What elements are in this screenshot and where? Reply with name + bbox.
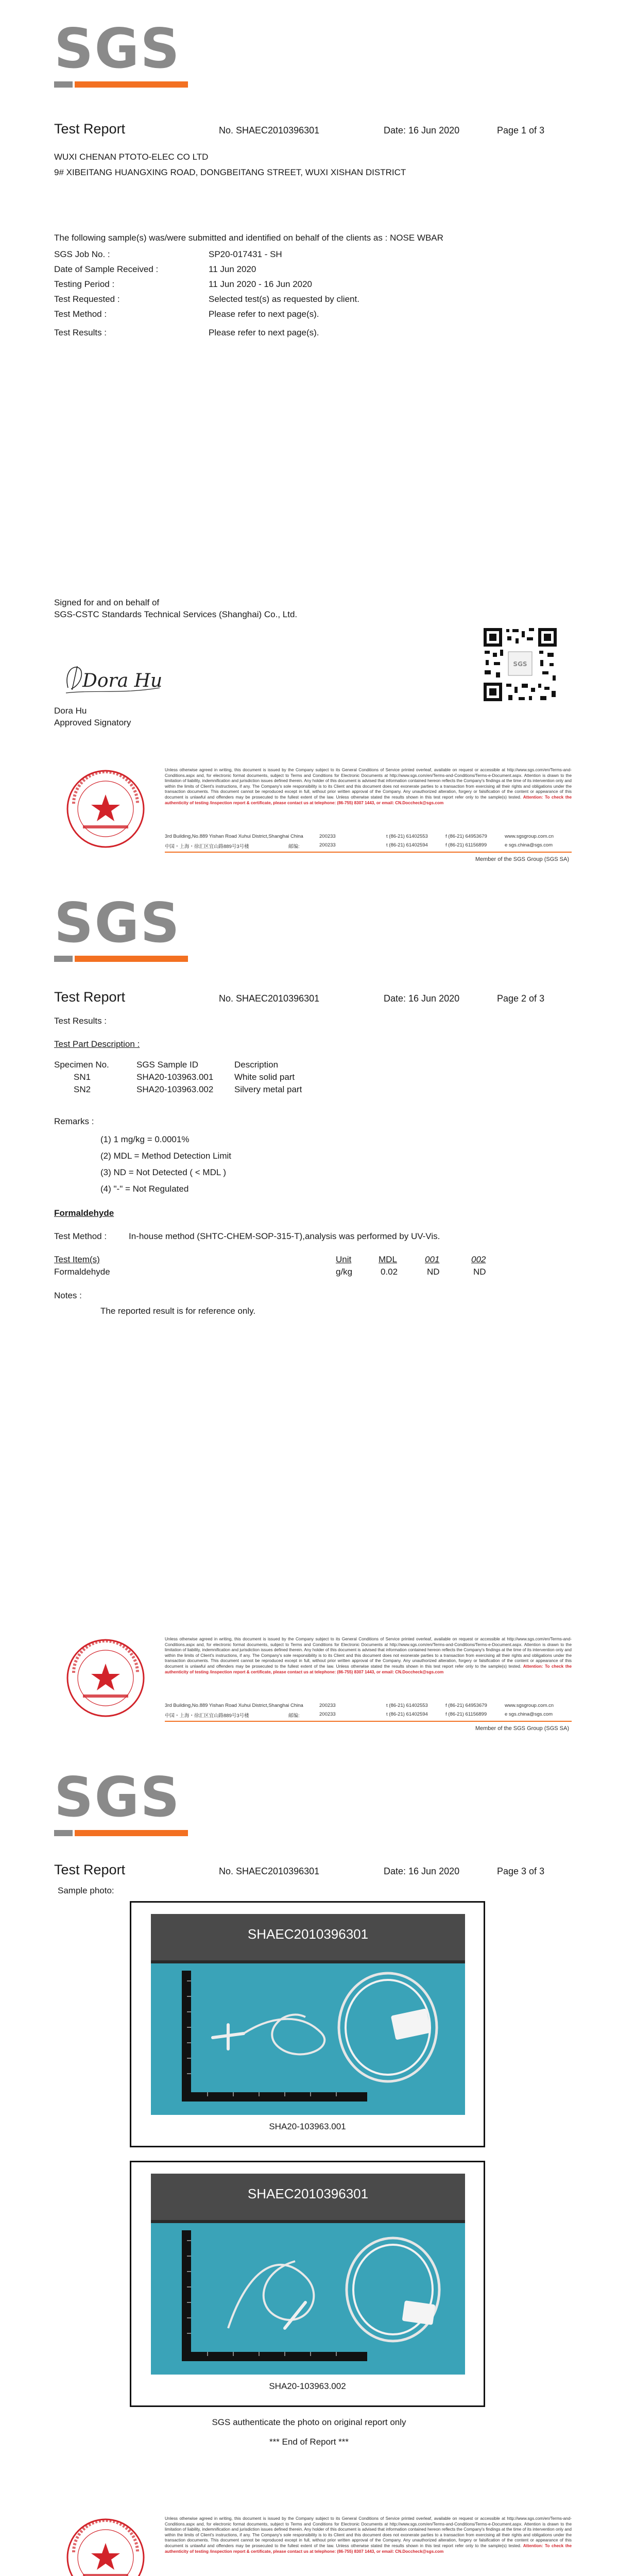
report-title: Test Report [54,989,126,1005]
signing-company: SGS-CSTC Standards Technical Services (Shanghai) Co., Ltd. [54,609,298,619]
address-tel: t (86-21) 61402553 [386,834,428,839]
sample-photo-2 [151,2174,465,2375]
page-footer [54,2516,572,2576]
address-line: 3rd Building,No.889 Yishan Road Xuhui District,Shanghai China [165,834,303,839]
field-label: Testing Period : [54,279,115,289]
address-web: www.sgsgroup.com.cn [505,1703,554,1708]
result-unit: g/kg [336,1267,353,1277]
sgs-membership: Member of the SGS Group (SGS SA) [475,856,569,862]
sample-photo-1 [151,1914,465,2115]
address-fax-cn: f (86-21) 61156899 [445,1711,487,1717]
sgs-logo [54,891,188,962]
sample-photo-label: Sample photo: [58,1886,114,1895]
specimen-table [54,1059,302,1096]
address-zip-cn: 200233 [319,842,336,848]
test-part-description-title: Test Part Description : [54,1039,140,1049]
address-tel-cn: t (86-21) 61402594 [386,842,428,848]
legal-disclaimer [165,768,572,806]
photo-label-text: SHAEC2010396301 [247,2186,369,2201]
field-value: Please refer to next page(s). [209,309,319,319]
field-value: Selected test(s) as requested by client. [209,294,359,304]
photo-label-text: SHAEC2010396301 [247,1926,369,1942]
report-date: Date: 16 Jun 2020 [384,993,460,1004]
signature-image [62,657,175,698]
result-001: ND [427,1267,440,1277]
remark-item: (1) 1 mg/kg = 0.0001% [100,1134,190,1144]
report-date: Date: 16 Jun 2020 [384,125,460,135]
qr-center-logo: SGS [513,660,527,668]
legal-text: Unless otherwise agreed in writing, this document is issued by the Company subject to its General Conditions of Service printed overleaf, available on request or accessible at http://www.sgs.com/en/Terms-and-Conditions.aspx and, for electronic format documents, subject to Terms and Conditions for Electronic Documents at http://www.sgs.com/en/Terms-and-Conditions/Terms-e-Document.aspx. Attention is drawn to the limitation of liability, indemnification and jurisdiction issues defined therein. Any holder of this document is advised that information contained hereon reflects the Company's findings at the time of its intervention only and within the limits of Client's instructions, if any. The Company's sole responsibility is to its Client and this document does not exonerate parties to a transaction from exercising all their rights and obligations under the transaction documents. This document cannot be reproduced except in full, without prior written approval of the Company. Any unauthorized alteration, forgery or falsification of the content or appearance of this document is unlawful and offenders may be prosecuted to the fullest extent of the law. Unless otherwise stated the results shown in this test report refer only to the sample(s) tested. [165,768,572,800]
authenticity-notice: Attention: To check the authenticity of testing /inspection report & certificate, please contact us at telephone: (86-755) 8307 1443, or email: CN.Doccheck@sgs.com [165,1664,572,1674]
sgs-logo [54,1766,188,1836]
sample-photo-frame-1 [130,1901,485,2147]
address-tel: t (86-21) 61402553 [386,1703,428,1708]
company-seal [64,768,147,850]
result-item-name: Formaldehyde [54,1267,110,1277]
address-email-cn: e sgs.china@sgs.com [505,1711,553,1717]
address-post-label: 邮编: [288,1713,300,1719]
report-header [54,1862,569,1883]
field-label: Date of Sample Received : [54,264,159,274]
result-002: ND [473,1267,486,1277]
authenticity-notice: Attention: To check the authenticity of testing /inspection report & certificate, please contact us at telephone: (86-755) 8307 1443, or email: CN.Doccheck@sgs.com [165,794,572,805]
col-header-unit: Unit [336,1255,352,1264]
intro-statement: The following sample(s) was/were submitted and identified on behalf of the clients as : NOSE WBAR [54,233,443,243]
address-zip: 200233 [319,834,336,839]
address-fax: f (86-21) 64953679 [445,1703,487,1708]
report-number: No. SHAEC2010396301 [219,1866,320,1876]
address-email-cn: e sgs.china@sgs.com [505,842,553,848]
photo-caption-1: SHA20-103963.001 [269,2122,346,2131]
authenticity-notice: Attention: To check the authenticity of testing /inspection report & certificate, please contact us at telephone: (86-755) 8307 1443, or email: CN.Doccheck@sgs.com [165,2543,572,2554]
sgs-membership: Member of the SGS Group (SGS SA) [475,1725,569,1732]
report-header [54,989,569,1010]
address-line: 3rd Building,No.889 Yishan Road Xuhui District,Shanghai China [165,1703,303,1708]
report-date: Date: 16 Jun 2020 [384,1866,460,1876]
legal-disclaimer [165,2516,572,2554]
specimen-no: SN2 [74,1084,91,1094]
field-label: SGS Job No. : [54,249,110,259]
report-number: No. SHAEC2010396301 [219,125,320,135]
legal-disclaimer [165,1637,572,1675]
page-footer [54,768,572,866]
address-post-label: 邮编: [288,844,300,850]
qr-code [482,626,559,703]
report-header [54,121,569,142]
report-title: Test Report [54,1862,126,1877]
remark-item: (4) "-" = Not Regulated [100,1184,189,1194]
col-header-sample-002: 002 [471,1255,486,1264]
address-line-cn: 中国・上海・徐汇区宜山路889号3号楼 [165,1713,249,1719]
description: White solid part [234,1072,295,1082]
footer-rule [165,1721,572,1722]
client-address: 9# XIBEITANG HUANGXING ROAD, DONGBEITANG STREET, WUXI XISHAN DISTRICT [54,167,406,177]
logo-bar-orange [75,1830,188,1836]
photo-caption-2: SHA20-103963.002 [269,2381,346,2391]
col-header-sample-001: 001 [425,1255,440,1264]
remark-item: (3) ND = Not Detected ( < MDL ) [100,1167,227,1177]
remarks-label: Remarks : [54,1116,94,1126]
table-row [54,1071,302,1083]
logo-bar-orange [75,956,188,962]
legal-text: Unless otherwise agreed in writing, this document is issued by the Company subject to its General Conditions of Service printed overleaf, available on request or accessible at http://www.sgs.com/en/Terms-and-Conditions.aspx and, for electronic format documents, subject to Terms and Conditions for Electronic Documents at http://www.sgs.com/en/Terms-and-Conditions/Terms-e-Document.aspx. Attention is drawn to the limitation of liability, indemnification and jurisdiction issues defined therein. Any holder of this document is advised that information contained hereon reflects the Company's findings at the time of its intervention only and within the limits of Client's instructions, if any. The Company's sole responsibility is to its Client and this document does not exonerate parties to a transaction from exercising all their rights and obligations under the transaction documents. This document cannot be reproduced except in full, without prior written approval of the Company. Any unauthorized alteration, forgery or falsification of the content or appearance of this document is unlawful and offenders may be prosecuted to the fullest extent of the law. Unless otherwise stated the results shown in this test report refer only to the sample(s) tested. [165,1637,572,1669]
col-header-mdl: MDL [379,1255,397,1264]
page-footer [54,1637,572,1735]
specimen-no: SN1 [74,1072,91,1082]
logo-bar-grey [54,956,73,962]
field-value: Please refer to next page(s). [209,328,319,337]
qr-code-graphic [482,626,559,703]
col-header-description: Description [234,1060,279,1070]
page-number: Page 3 of 3 [497,1866,545,1876]
result-mdl: 0.02 [381,1267,398,1277]
address-zip: 200233 [319,1703,336,1708]
report-page-2 [0,874,618,1749]
address-tel-cn: t (86-21) 61402594 [386,1711,428,1717]
report-title: Test Report [54,121,126,137]
field-label: Test Results : [54,328,107,337]
sample-photo-frame-2 [130,2161,485,2407]
sgs-logo-text: SGS [54,17,181,80]
section-title-formaldehyde: Formaldehyde [54,1208,114,1218]
col-header-test-item: Test Item(s) [54,1255,100,1264]
signature-script: Dora Hu [82,670,163,691]
description: Silvery metal part [234,1084,302,1094]
col-header-sample-id: SGS Sample ID [136,1060,198,1070]
signatory-name: Dora Hu [54,706,87,716]
logo-bar-orange [75,81,188,88]
sample-id: SHA20-103963.001 [136,1072,214,1082]
field-value: SP20-017431 - SH [209,249,282,259]
field-value: 11 Jun 2020 [209,264,256,274]
address-web: www.sgsgroup.com.cn [505,834,554,839]
test-method-value: In-house method (SHTC-CHEM-SOP-315-T),analysis was performed by UV-Vis. [129,1231,440,1241]
sgs-logo [54,17,188,88]
company-seal [64,1637,147,1719]
address-line-cn: 中国・上海・徐汇区宜山路889号3号楼 [165,844,249,850]
signatory-title: Approved Signatory [54,718,131,727]
address-fax-cn: f (86-21) 61156899 [445,842,487,848]
report-number: No. SHAEC2010396301 [219,993,320,1004]
signed-on-behalf: Signed for and on behalf of [54,598,160,607]
logo-bar-grey [54,81,73,88]
report-page-3 [0,1749,618,2576]
address-fax: f (86-21) 64953679 [445,834,487,839]
remark-item: (2) MDL = Method Detection Limit [100,1151,231,1161]
legal-text: Unless otherwise agreed in writing, this document is issued by the Company subject to its General Conditions of Service printed overleaf, available on request or accessible at http://www.sgs.com/en/Terms-and-Conditions.aspx and, for electronic format documents, subject to Terms and Conditions for Electronic Documents at http://www.sgs.com/en/Terms-and-Conditions/Terms-e-Document.aspx. Attention is drawn to the limitation of liability, indemnification and jurisdiction issues defined therein. Any holder of this document is advised that information contained hereon reflects the Company's findings at the time of its intervention only and within the limits of Client's instructions, if any. The Company's sole responsibility is to its Client and this document does not exonerate parties to a transaction from exercising all their rights and obligations under the transaction documents. This document cannot be reproduced except in full, without prior written approval of the Company. Any unauthorized alteration, forgery or falsification of the content or appearance of this document is unlawful and offenders may be prosecuted to the fullest extent of the law. Unless otherwise stated the results shown in this test report refer only to the sample(s) tested. [165,2516,572,2548]
col-header-specimen-no: Specimen No. [54,1060,109,1070]
sample-id: SHA20-103963.002 [136,1084,214,1094]
address-zip-cn: 200233 [319,1711,336,1717]
notes-label: Notes : [54,1291,82,1300]
notes-text: The reported result is for reference only. [100,1306,256,1316]
sgs-logo-text: SGS [54,1766,181,1829]
client-company: WUXI CHENAN PTOTO-ELEC CO LTD [54,152,209,162]
photo-authentication-note: SGS authenticate the photo on original report only [212,2417,406,2427]
page-number: Page 1 of 3 [497,125,545,135]
field-label: Test Requested : [54,294,120,304]
test-results-label: Test Results : [54,1016,107,1026]
table-row [54,1083,302,1096]
table-header-row [54,1059,302,1071]
test-method-label: Test Method : [54,1231,107,1241]
end-of-report: *** End of Report *** [269,2437,349,2447]
sgs-logo-text: SGS [54,891,181,955]
report-page-1 [0,0,618,874]
company-seal [64,2516,147,2576]
logo-bar-grey [54,1830,73,1836]
field-value: 11 Jun 2020 - 16 Jun 2020 [209,279,313,289]
field-label: Test Method : [54,309,107,319]
footer-rule [165,852,572,853]
page-number: Page 2 of 3 [497,993,545,1004]
